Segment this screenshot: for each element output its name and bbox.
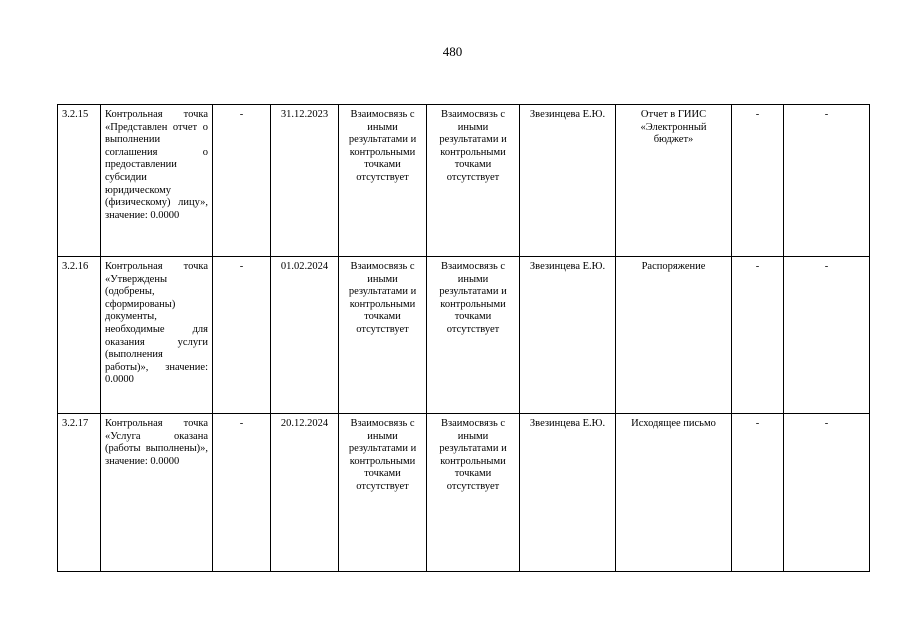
page-number: 480 [442, 44, 463, 59]
dash-cell: - [213, 414, 271, 572]
row-number: 3.2.15 [58, 105, 101, 257]
document-cell: Распоряжение [616, 257, 732, 414]
dash-cell: - [732, 105, 784, 257]
dash-cell: - [732, 414, 784, 572]
dash-cell: - [213, 105, 271, 257]
dash-cell: - [784, 105, 870, 257]
control-points-table [57, 104, 870, 572]
date-cell: 31.12.2023 [271, 105, 339, 257]
control-point-description: Контрольная точка «Представлен отчет о выполнении соглашения о предоставлении субсидии юридическому (физическому) лицу», значение: 0.0000 [101, 105, 213, 257]
relation-cell: Взаимосвязь с иными результатами и контрольными точками отсутствует [339, 105, 427, 257]
dash-cell: - [732, 257, 784, 414]
dash-cell: - [784, 257, 870, 414]
row-number: 3.2.17 [58, 414, 101, 572]
date-cell: 01.02.2024 [271, 257, 339, 414]
control-point-description: Контрольная точка «Утверждены (одобрены, сформированы) документы, необходимые для оказания услуги (выполнения работы)», значение: 0.0000 [101, 257, 213, 414]
table-row [58, 257, 870, 414]
control-point-description: Контрольная точка «Услуга оказана (работы выполнены)», значение: 0.0000 [101, 414, 213, 572]
document-cell: Исходящее письмо [616, 414, 732, 572]
relation-cell: Взаимосвязь с иными результатами и контрольными точками отсутствует [427, 414, 520, 572]
table-row [58, 105, 870, 257]
relation-cell: Взаимосвязь с иными результатами и контрольными точками отсутствует [339, 257, 427, 414]
responsible-cell: Звезинцева Е.Ю. [520, 414, 616, 572]
relation-cell: Взаимосвязь с иными результатами и контрольными точками отсутствует [427, 105, 520, 257]
date-cell: 20.12.2024 [271, 414, 339, 572]
responsible-cell: Звезинцева Е.Ю. [520, 257, 616, 414]
dash-cell: - [213, 257, 271, 414]
document-cell: Отчет в ГИИС «Электронный бюджет» [616, 105, 732, 257]
responsible-cell: Звезинцева Е.Ю. [520, 105, 616, 257]
relation-cell: Взаимосвязь с иными результатами и контрольными точками отсутствует [427, 257, 520, 414]
row-number: 3.2.16 [58, 257, 101, 414]
relation-cell: Взаимосвязь с иными результатами и контрольными точками отсутствует [339, 414, 427, 572]
dash-cell: - [784, 414, 870, 572]
table-row [58, 414, 870, 572]
